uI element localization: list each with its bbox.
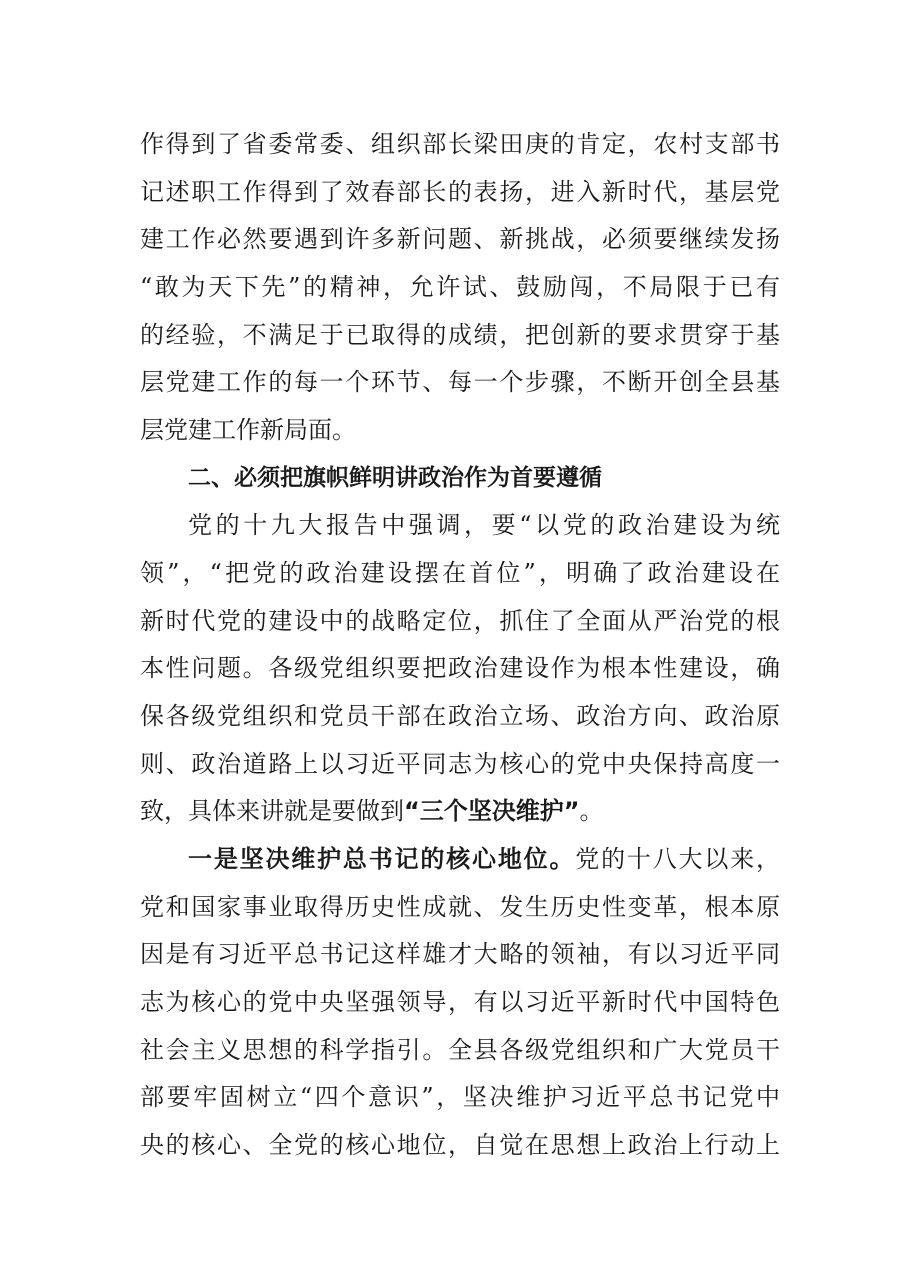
paragraph-text: 。 (579, 797, 604, 825)
paragraph-line: 党的十九大报告中强调，要“以党的政治建设为统 (188, 511, 780, 539)
paragraph-line: 社会主义思想的科学指引。全县各级党组织和广大党员干 (140, 1036, 780, 1064)
paragraph-line: 记述职工作得到了效春部长的表扬，进入新时代，基层党 (140, 178, 780, 206)
paragraph-line: 领”，“把党的政治建设摆在首位”，明确了政治建设在 (140, 559, 780, 587)
paragraph-line: 的经验，不满足于已取得的成绩，把创新的要求贯穿于基 (140, 321, 780, 349)
lead-bold-text: 一是坚决维护总书记的核心地位。 (188, 845, 576, 873)
paragraph-line: 新时代党的建设中的战略定位，抓住了全面从严治党的根 (140, 607, 780, 635)
paragraph-line: 保各级党组织和党员干部在政治立场、政治方向、政治原 (140, 702, 780, 730)
paragraph-line: “敢为天下先”的精神，允许试、鼓励闯，不局限于已有 (140, 273, 780, 301)
paragraph-text: 党的十八大以来， (575, 845, 780, 873)
paragraph-line: 层党建工作新局面。 (140, 416, 356, 444)
section-heading: 二、必须把旗帜鲜明讲政治作为首要遵循 (188, 465, 602, 491)
paragraph-line: 部要牢固树立“四个意识”，坚决维护习近平总书记党中 (140, 1083, 780, 1111)
paragraph-line: 央的核心、全党的核心地位，自觉在思想上政治上行动上 (140, 1131, 780, 1159)
emphasis-text: “三个坚决维护” (404, 797, 580, 825)
paragraph-line: 建工作必然要遇到许多新问题、新挑战，必须要继续发扬 (140, 225, 780, 253)
paragraph-line: 则、政治道路上以习近平同志为核心的党中央保持高度一 (140, 750, 780, 778)
paragraph-line: 党和国家事业取得历史性成就、发生历史性变革，根本原 (140, 893, 780, 921)
paragraph-line: 本性问题。各级党组织要把政治建设作为根本性建设，确 (140, 654, 780, 682)
paragraph-text: 致，具体来讲就是要做到 (140, 797, 404, 825)
paragraph-line: 因是有习近平总书记这样雄才大略的领袖，有以习近平同 (140, 940, 780, 968)
paragraph-line: 作得到了省委常委、组织部长梁田庚的肯定，农村支部书 (140, 130, 780, 158)
paragraph-line: 志为核心的党中央坚强领导，有以习近平新时代中国特色 (140, 988, 780, 1016)
paragraph-line: 层党建工作的每一个环节、每一个步骤，不断开创全县基 (140, 368, 780, 396)
paragraph-line (140, 788, 780, 834)
paragraph-line (188, 836, 780, 882)
